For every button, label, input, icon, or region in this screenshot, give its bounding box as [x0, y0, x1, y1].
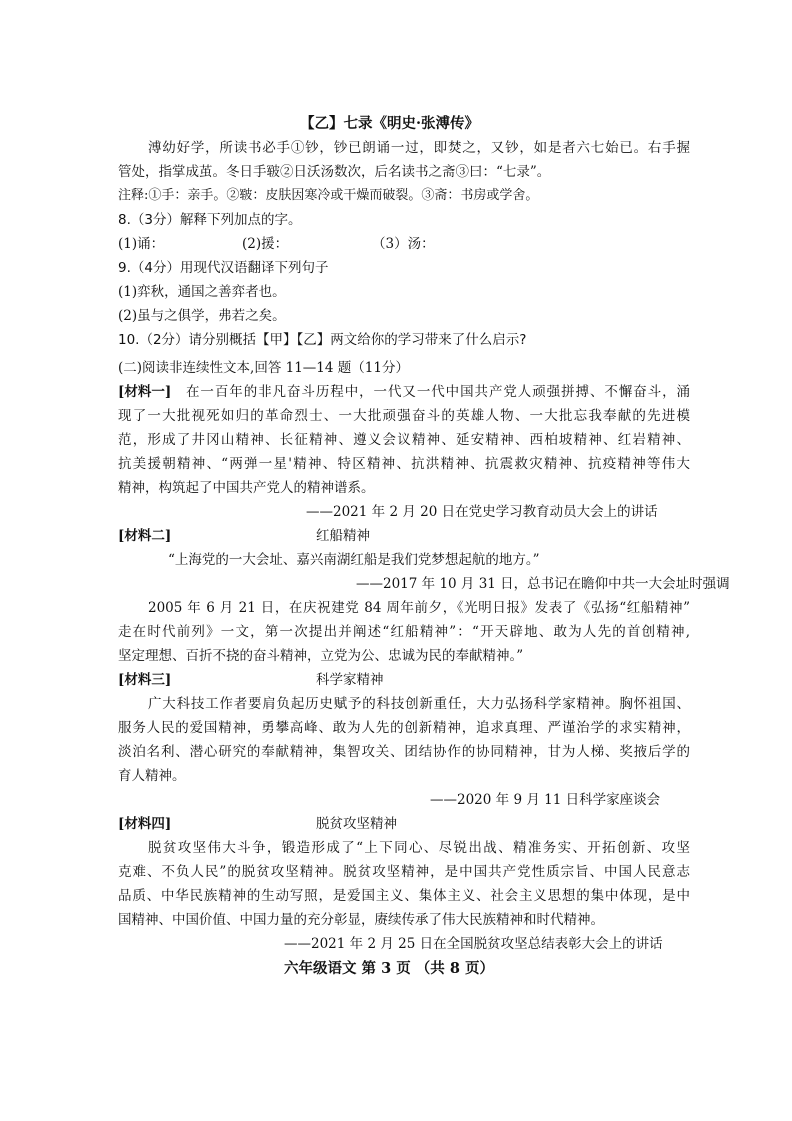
material-1-line-3: 范，形成了井冈山精神、长征精神、遵义会议精神、延安精神、西柏坡精神、红岩精神、 — [118, 432, 690, 448]
material-1-line-4: 抗美援朝精神、“两弹一星'精神、特区精神、抗洪精神、抗震救灾精神、抗疫精神等伟大 — [118, 456, 690, 472]
material-4-line-1: 脱贫攻坚伟大斗争，锻造形成了“上下同心、尽锐出战、精准务实、开拓创新、攻坚 — [148, 840, 690, 856]
material-2-label: [材料二] — [118, 528, 172, 544]
passage-yi-notes: 注释:①手：亲手。②皲：皮肤因寒冷或干燥而破裂。③斋：书房或学舍。 — [118, 188, 539, 203]
question-9-item-1: (1)弈秋，通国之善弈者也。 — [118, 284, 286, 300]
material-4-source: ——2021 年 2 月 25 日在全国脱贫攻坚总结表彰大会上的讲话 — [284, 936, 663, 952]
passage-yi-title: 【乙】七录《明史·张溥传》 — [300, 115, 480, 132]
page-footer: 六年级语文 第 3 页 （共 8 页） — [284, 960, 494, 977]
passage-yi-line-1: 溥幼好学，所读书必手①钞，钞已朗诵一过，即焚之，又钞，如是者六七始已。右手握 — [148, 140, 690, 156]
material-2-quote-source: ——2017 年 10 月 31 日，总书记在瞻仰中共一大会址时强调 — [356, 576, 730, 592]
material-4-line-2: 克难、不负人民”的脱贫攻坚精神。脱贫攻坚精神，是中国共产党性质宗旨、中国人民意志 — [118, 864, 690, 880]
material-3-source: ——2020 年 9 月 11 日科学家座谈会 — [430, 792, 661, 808]
material-4-line-3: 品质、中华民族精神的生动写照，是爱国主义、集体主义、社会主义思想的集中体现，是中 — [118, 888, 690, 904]
passage-yi-line-2: 管处，指掌成茧。冬日手皲②日沃汤数次，后名读书之斋③曰：“七录”。 — [118, 164, 551, 180]
question-8-item-3: （3）汤： — [372, 236, 435, 252]
material-1-line-1: 在一百年的非凡奋斗历程中，一代又一代中国共产党人顽强拼搏、不懈奋斗，涌 — [186, 384, 690, 400]
material-1-line-5: 精神，构筑起了中国共产党人的精神谱系。 — [118, 480, 375, 496]
material-3-line-3: 淡泊名利、潜心研究的奉献精神，集智攻关、团结协作的协同精神，甘为人梯、奖掖后学的 — [118, 744, 690, 760]
material-1-line-2: 现了一大批视死如归的革命烈士、一大批顽强奋斗的英雄人物、一大批忘我奉献的先进模 — [118, 408, 690, 424]
question-8-item-1: (1)诵： — [118, 236, 165, 252]
material-2-line-3: 坚定理想、百折不挠的奋斗精神，立党为公、忠诚为民的奉献精神。” — [118, 648, 524, 664]
question-10: 10.（2分）请分别概括【甲】【乙】两文给你的学习带来了什么启示? — [118, 332, 527, 348]
question-8: 8.（3分）解释下列加点的字。 — [118, 212, 302, 228]
material-3-label: [材料三] — [118, 672, 172, 688]
question-9: 9.（4分）用现代汉语翻译下列句子 — [118, 260, 329, 276]
material-3-line-4: 育人精神。 — [118, 768, 186, 784]
material-2-quote: “上海党的一大会址、嘉兴南湖红船是我们党梦想起航的地方。” — [168, 552, 540, 568]
material-2-line-1: 2005 年 6 月 21 日，在庆祝建党 84 周年前夕，《光明日报》发表了《弘扬“红船精神” — [148, 600, 690, 616]
material-3-line-1: 广大科技工作者要肩负起历史赋予的科技创新重任，大力弘扬科学家精神。胸怀祖国、 — [148, 696, 690, 712]
question-8-item-2: (2)援： — [242, 236, 289, 252]
material-4-label: [材料四] — [118, 816, 172, 832]
section-2-heading: (二)阅读非连续性文本,回答 11—14 题（11分） — [118, 360, 409, 376]
material-3-title: 科学家精神 — [316, 672, 384, 688]
material-4-title: 脱贫攻坚精神 — [316, 816, 397, 832]
material-1-source: ——2021 年 2 月 20 日在党史学习教育动员大会上的讲话 — [306, 504, 658, 520]
question-9-item-2: (2)虽与之俱学，弗若之矣。 — [118, 308, 286, 324]
material-4-line-4: 国精神、中国价值、中国力量的充分彰显，赓续传承了伟大民族精神和时代精神。 — [118, 912, 604, 928]
material-3-line-2: 服务人民的爱国精神，勇攀高峰、敢为人先的创新精神，追求真理、严谨治学的求实精神， — [118, 720, 690, 736]
material-2-line-2: 走在时代前列》一文，第一次提出并阐述“红船精神”：“开天辟地、敢为人先的首创精神, — [118, 624, 690, 640]
material-1-label: [材料一] — [118, 384, 172, 400]
material-2-title: 红船精神 — [316, 528, 370, 544]
